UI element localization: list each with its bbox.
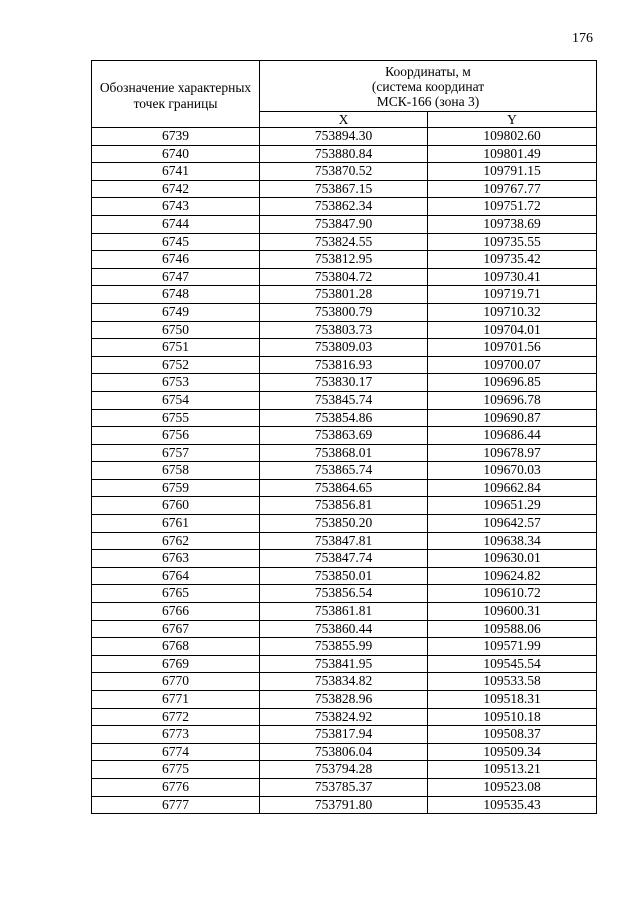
point-id-cell: 6758 xyxy=(92,462,260,480)
point-id-cell: 6761 xyxy=(92,515,260,533)
y-coordinate-cell: 109710.32 xyxy=(428,303,597,321)
x-coordinate-cell: 753845.74 xyxy=(260,391,428,409)
x-coordinate-cell: 753862.34 xyxy=(260,198,428,216)
table-row xyxy=(92,444,597,462)
table-row xyxy=(92,180,597,198)
point-id-cell: 6772 xyxy=(92,708,260,726)
y-coordinate-cell: 109701.56 xyxy=(428,339,597,357)
y-coordinate-cell: 109630.01 xyxy=(428,550,597,568)
point-id-cell: 6752 xyxy=(92,356,260,374)
y-coordinate-cell: 109801.49 xyxy=(428,145,597,163)
y-coordinate-cell: 109735.55 xyxy=(428,233,597,251)
point-id-cell: 6762 xyxy=(92,532,260,550)
page-number: 176 xyxy=(572,31,593,46)
table-row xyxy=(92,778,597,796)
x-coordinate-cell: 753824.55 xyxy=(260,233,428,251)
point-id-cell: 6747 xyxy=(92,268,260,286)
table-row xyxy=(92,427,597,445)
table-row xyxy=(92,743,597,761)
table-row xyxy=(92,726,597,744)
table-row xyxy=(92,339,597,357)
y-coordinate-cell: 109523.08 xyxy=(428,778,597,796)
y-coordinate-cell: 109791.15 xyxy=(428,163,597,181)
point-id-cell: 6756 xyxy=(92,427,260,445)
x-coordinate-cell: 753828.96 xyxy=(260,691,428,709)
point-id-cell: 6775 xyxy=(92,761,260,779)
point-id-cell: 6743 xyxy=(92,198,260,216)
x-coordinate-cell: 753850.20 xyxy=(260,515,428,533)
table-row xyxy=(92,303,597,321)
table-row xyxy=(92,374,597,392)
point-id-cell: 6760 xyxy=(92,497,260,515)
table-row xyxy=(92,391,597,409)
y-coordinate-cell: 109624.82 xyxy=(428,567,597,585)
y-coordinate-cell: 109738.69 xyxy=(428,215,597,233)
x-coordinate-cell: 753868.01 xyxy=(260,444,428,462)
y-coordinate-cell: 109571.99 xyxy=(428,638,597,656)
point-id-cell: 6739 xyxy=(92,128,260,146)
x-coordinate-cell: 753850.01 xyxy=(260,567,428,585)
x-coordinate-cell: 753816.93 xyxy=(260,356,428,374)
point-id-cell: 6773 xyxy=(92,726,260,744)
point-id-cell: 6766 xyxy=(92,603,260,621)
x-coordinate-cell: 753830.17 xyxy=(260,374,428,392)
table-row xyxy=(92,603,597,621)
y-coordinate-cell: 109670.03 xyxy=(428,462,597,480)
point-id-cell: 6749 xyxy=(92,303,260,321)
x-coordinate-cell: 753794.28 xyxy=(260,761,428,779)
point-id-cell: 6755 xyxy=(92,409,260,427)
table-row xyxy=(92,691,597,709)
x-coordinate-cell: 753864.65 xyxy=(260,479,428,497)
y-coordinate-cell: 109588.06 xyxy=(428,620,597,638)
y-coordinate-cell: 109696.78 xyxy=(428,391,597,409)
point-id-cell: 6768 xyxy=(92,638,260,656)
table-row xyxy=(92,215,597,233)
y-coordinate-cell: 109678.97 xyxy=(428,444,597,462)
y-coordinate-cell: 109638.34 xyxy=(428,532,597,550)
point-id-cell: 6767 xyxy=(92,620,260,638)
x-coordinate-cell: 753847.74 xyxy=(260,550,428,568)
x-coordinate-cell: 753803.73 xyxy=(260,321,428,339)
x-coordinate-cell: 753854.86 xyxy=(260,409,428,427)
point-id-cell: 6753 xyxy=(92,374,260,392)
y-coordinate-cell: 109767.77 xyxy=(428,180,597,198)
x-coordinate-cell: 753863.69 xyxy=(260,427,428,445)
point-id-cell: 6763 xyxy=(92,550,260,568)
y-coordinate-cell: 109690.87 xyxy=(428,409,597,427)
point-id-cell: 6744 xyxy=(92,215,260,233)
y-coordinate-cell: 109600.31 xyxy=(428,603,597,621)
table-row xyxy=(92,585,597,603)
header-y: Y xyxy=(428,112,597,128)
x-coordinate-cell: 753870.52 xyxy=(260,163,428,181)
point-id-cell: 6759 xyxy=(92,479,260,497)
table-header-row xyxy=(92,61,597,112)
y-coordinate-cell: 109535.43 xyxy=(428,796,597,814)
y-coordinate-cell: 109751.72 xyxy=(428,198,597,216)
table-row xyxy=(92,515,597,533)
point-id-cell: 6774 xyxy=(92,743,260,761)
point-id-cell: 6769 xyxy=(92,655,260,673)
y-coordinate-cell: 109509.34 xyxy=(428,743,597,761)
y-coordinate-cell: 109610.72 xyxy=(428,585,597,603)
table-row xyxy=(92,198,597,216)
x-coordinate-cell: 753800.79 xyxy=(260,303,428,321)
header-coordinates-line2: (система координат xyxy=(371,79,485,94)
x-coordinate-cell: 753806.04 xyxy=(260,743,428,761)
x-coordinate-cell: 753824.92 xyxy=(260,708,428,726)
table-row xyxy=(92,655,597,673)
y-coordinate-cell: 109735.42 xyxy=(428,251,597,269)
point-id-cell: 6742 xyxy=(92,180,260,198)
point-id-cell: 6765 xyxy=(92,585,260,603)
y-coordinate-cell: 109662.84 xyxy=(428,479,597,497)
point-id-cell: 6764 xyxy=(92,567,260,585)
y-coordinate-cell: 109696.85 xyxy=(428,374,597,392)
x-coordinate-cell: 753812.95 xyxy=(260,251,428,269)
y-coordinate-cell: 109719.71 xyxy=(428,286,597,304)
x-coordinate-cell: 753834.82 xyxy=(260,673,428,691)
table-row xyxy=(92,550,597,568)
y-coordinate-cell: 109513.21 xyxy=(428,761,597,779)
point-id-cell: 6750 xyxy=(92,321,260,339)
header-coordinates-line3: МСК-166 (зона 3) xyxy=(376,94,480,109)
table-row xyxy=(92,761,597,779)
x-coordinate-cell: 753847.81 xyxy=(260,532,428,550)
x-coordinate-cell: 753880.84 xyxy=(260,145,428,163)
point-id-cell: 6740 xyxy=(92,145,260,163)
header-coordinates xyxy=(260,61,597,112)
table-row xyxy=(92,145,597,163)
table-row xyxy=(92,567,597,585)
coordinates-table xyxy=(91,60,597,814)
y-coordinate-cell: 109518.31 xyxy=(428,691,597,709)
table-row xyxy=(92,497,597,515)
x-coordinate-cell: 753861.81 xyxy=(260,603,428,621)
point-id-cell: 6777 xyxy=(92,796,260,814)
point-id-cell: 6757 xyxy=(92,444,260,462)
y-coordinate-cell: 109730.41 xyxy=(428,268,597,286)
x-coordinate-cell: 753847.90 xyxy=(260,215,428,233)
x-coordinate-cell: 753867.15 xyxy=(260,180,428,198)
table-row xyxy=(92,479,597,497)
x-coordinate-cell: 753809.03 xyxy=(260,339,428,357)
y-coordinate-cell: 109700.07 xyxy=(428,356,597,374)
table-body xyxy=(92,128,597,814)
point-id-cell: 6771 xyxy=(92,691,260,709)
y-coordinate-cell: 109545.54 xyxy=(428,655,597,673)
y-coordinate-cell: 109642.57 xyxy=(428,515,597,533)
x-coordinate-cell: 753894.30 xyxy=(260,128,428,146)
x-coordinate-cell: 753855.99 xyxy=(260,638,428,656)
table-row xyxy=(92,409,597,427)
table-row xyxy=(92,673,597,691)
y-coordinate-cell: 109510.18 xyxy=(428,708,597,726)
table-row xyxy=(92,708,597,726)
table-row xyxy=(92,462,597,480)
point-id-cell: 6751 xyxy=(92,339,260,357)
table-row xyxy=(92,163,597,181)
y-coordinate-cell: 109508.37 xyxy=(428,726,597,744)
y-coordinate-cell: 109533.58 xyxy=(428,673,597,691)
header-coordinates-line1: Координаты, м xyxy=(385,64,471,79)
point-id-cell: 6776 xyxy=(92,778,260,796)
x-coordinate-cell: 753817.94 xyxy=(260,726,428,744)
point-id-cell: 6770 xyxy=(92,673,260,691)
table-row xyxy=(92,796,597,814)
x-coordinate-cell: 753791.80 xyxy=(260,796,428,814)
y-coordinate-cell: 109704.01 xyxy=(428,321,597,339)
x-coordinate-cell: 753801.28 xyxy=(260,286,428,304)
table-row xyxy=(92,638,597,656)
x-coordinate-cell: 753841.95 xyxy=(260,655,428,673)
x-coordinate-cell: 753860.44 xyxy=(260,620,428,638)
table-row xyxy=(92,532,597,550)
y-coordinate-cell: 109802.60 xyxy=(428,128,597,146)
x-coordinate-cell: 753856.54 xyxy=(260,585,428,603)
y-coordinate-cell: 109686.44 xyxy=(428,427,597,445)
table-row xyxy=(92,251,597,269)
table-row xyxy=(92,233,597,251)
header-x: X xyxy=(260,112,428,128)
x-coordinate-cell: 753785.37 xyxy=(260,778,428,796)
y-coordinate-cell: 109651.29 xyxy=(428,497,597,515)
x-coordinate-cell: 753856.81 xyxy=(260,497,428,515)
point-id-cell: 6746 xyxy=(92,251,260,269)
table-row xyxy=(92,128,597,146)
point-id-cell: 6741 xyxy=(92,163,260,181)
table-row xyxy=(92,268,597,286)
table-row xyxy=(92,620,597,638)
table-row xyxy=(92,286,597,304)
table-row xyxy=(92,356,597,374)
x-coordinate-cell: 753865.74 xyxy=(260,462,428,480)
point-id-cell: 6754 xyxy=(92,391,260,409)
table-row xyxy=(92,321,597,339)
x-coordinate-cell: 753804.72 xyxy=(260,268,428,286)
header-designation: Обозначение характерных точек границы xyxy=(92,61,260,128)
point-id-cell: 6748 xyxy=(92,286,260,304)
point-id-cell: 6745 xyxy=(92,233,260,251)
